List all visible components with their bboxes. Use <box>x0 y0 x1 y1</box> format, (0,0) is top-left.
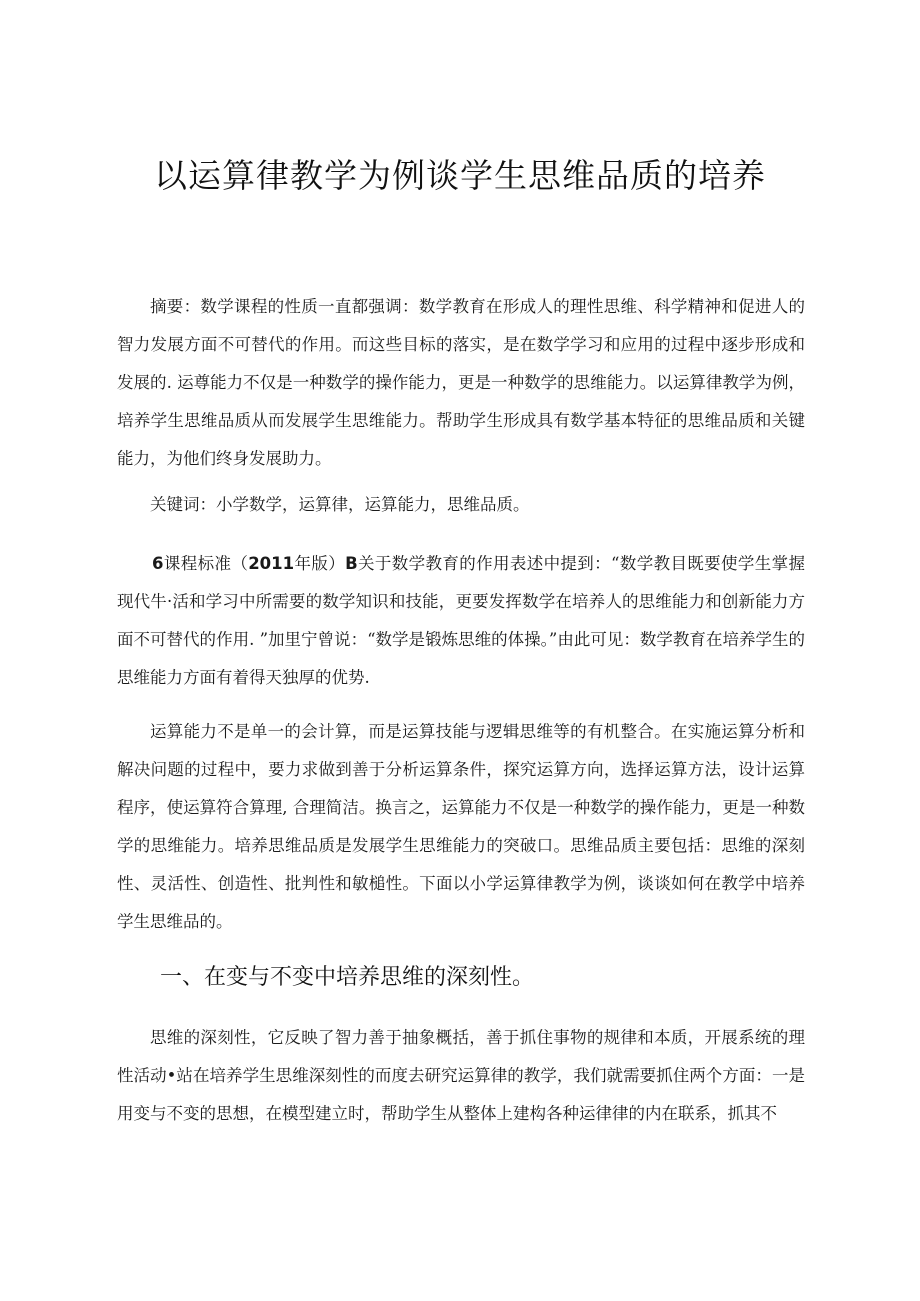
para1-year: 2011 <box>248 554 295 573</box>
document-title: 以运算律教学为例谈学生思维品质的培养 <box>154 156 766 195</box>
para1-text-c: 关于数学教育的作用表述中提到：“数学教目既要使学生掌握现代牛·活和学习中所需要的数学知识和技能，更要发挥数学在培养人的思维能力和创新能力方面不可替代的作用. ”加里宁曾说：“数学是锻炼思维的体操。”由此可见：数学教育在培养学生的思维能力方面有着得天独厚的优势. <box>117 554 806 687</box>
curriculum-standard-paragraph <box>117 545 805 697</box>
depth-of-thinking-paragraph: 思维的深刻性，它反映了智力善于抽象概括，善于抓住事物的规律和本质，开展系统的理性活动•站在培养学生思维深刻性的而度去研究运算律的教学，我们就需要抓住两个方面：一是用变与不变的思想，在模型建立时，帮助学生从整体上建构各种运律律的内在联系，抓其不 <box>117 1028 805 1123</box>
para1-letter: B <box>345 554 358 573</box>
para1-text-a: 课程标准（ <box>163 554 249 573</box>
para1-text-b: 年版） <box>294 554 346 573</box>
para1-number: 6 <box>152 554 164 573</box>
operation-ability-paragraph: 运算能力不是单一的会计算，而是运算技能与逻辑思维等的有机整合。在实施运算分析和解决问题的过程中，要力求做到善于分析运算条件，探究运算方向，选择运算方法，设计运算程序，使运算符合算理, 合理简洁。换言之，运算能力不仅是一种数学的操作能力，更是一种数学的思维能力。培养思维品质是发展学生思维能力的突破口。思维品质主要包括：思维的深刻性、灵活性、创造性、批判性和敏槌性。下面以小学运算律教学为例，谈谈如何在教学中培养学生思维品的。 <box>117 722 805 931</box>
abstract-paragraph: 摘要：数学课程的性质一直都强调：数学教育在形成人的理性思维、科学精神和促进人的智力发展方面不可替代的作用。而这些目标的落实，是在数学学习和应用的过程中逐步形成和发展的. 运尊能力不仅是一种数学的操作能力，更是一种数学的思维能力。以运算律教学为例，培养学生思维品质从而发展学生思维能力。帮助学生形成具有数学基本特征的思维品质和关键能力，为他们终身发展助力。 <box>117 297 805 468</box>
section-heading-1: 一、在变与不变中培养思维的深刻性。 <box>160 965 535 990</box>
keywords-paragraph: 关键词：小学数学，运算律，运算能力，思维品质。 <box>150 495 530 514</box>
